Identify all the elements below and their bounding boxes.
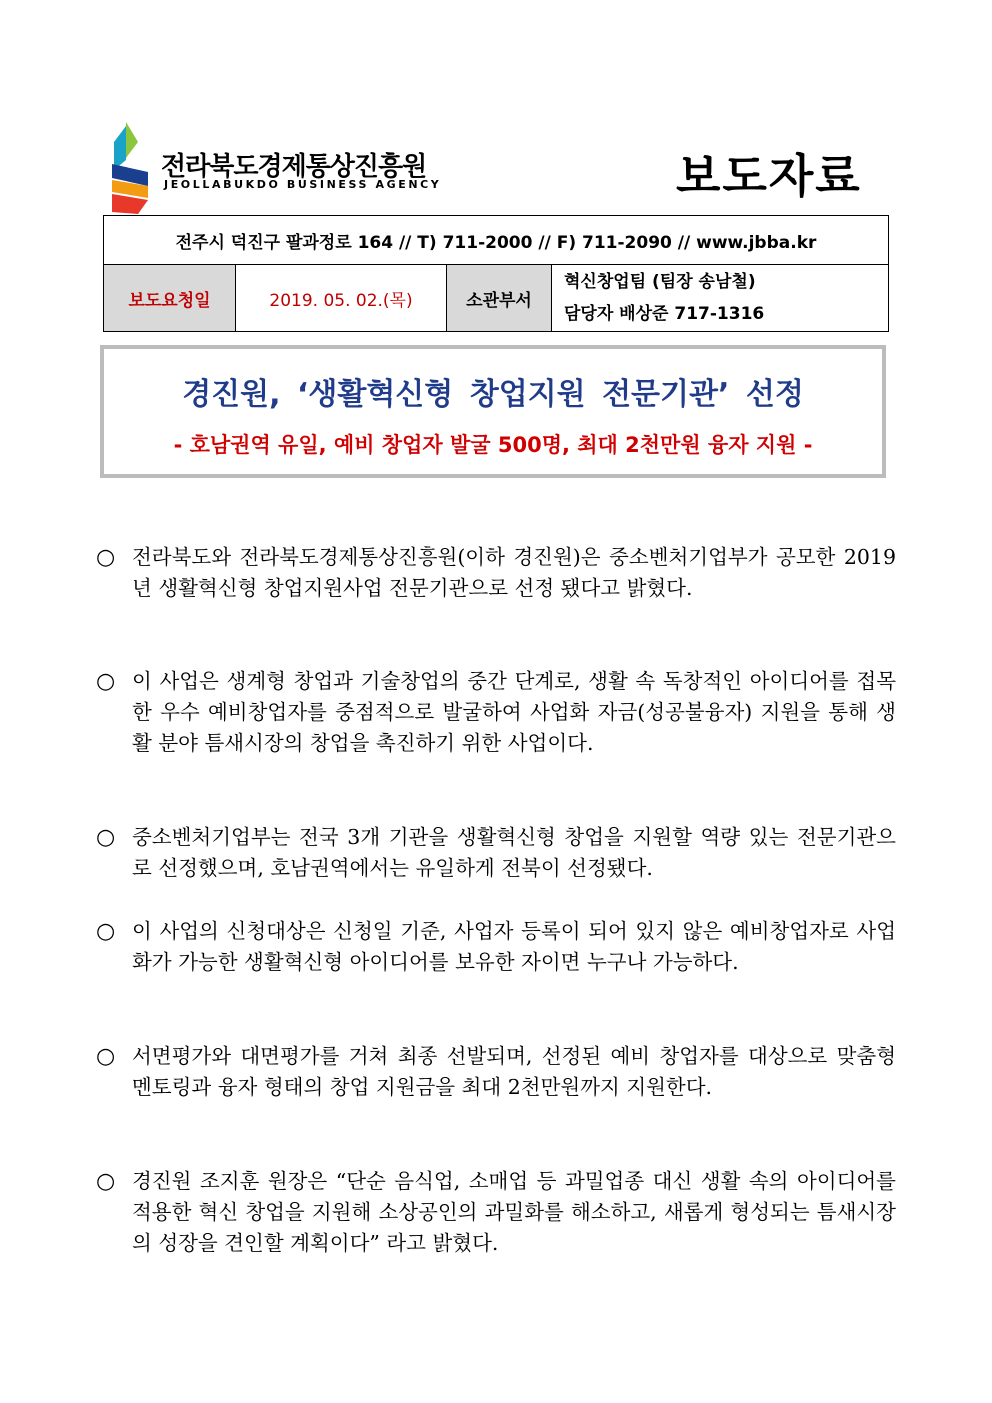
release-date-value: 2019. 05. 02.(목)	[236, 265, 447, 332]
paragraph	[96, 1041, 896, 1103]
paragraph	[96, 822, 896, 884]
paragraph-text: 중소벤처기업부는 전국 3개 기관을 생활혁신형 창업을 지원할 역량 있는 전문기관으로 선정했으며, 호남권역에서는 유일하게 전북이 선정됐다.	[132, 825, 896, 880]
info-table	[103, 215, 889, 332]
contact-line: 전주시 덕진구 팔과정로 164 // T) 711-2000 // F) 711-2090 // www.jbba.kr	[104, 216, 889, 265]
paragraph	[96, 542, 896, 604]
department-contact	[552, 265, 889, 332]
paragraph-text: 이 사업은 생계형 창업과 기술창업의 중간 단계로, 생활 속 독창적인 아이디어를 접목한 우수 예비창업자를 중점적으로 발굴하여 사업화 자금(성공불융자) 지원을 통해 생활 분야 틈새시장의 창업을 촉진하기 위한 사업이다.	[132, 669, 896, 755]
circle-bullet-icon: ○	[96, 669, 116, 694]
paragraph	[96, 666, 896, 759]
department-team: 혁신창업팀 (팀장 송남철)	[564, 272, 756, 292]
paragraph-text: 서면평가와 대면평가를 거쳐 최종 선발되며, 선정된 예비 창업자를 대상으로 맞춤형 멘토링과 융자 형태의 창업 지원금을 최대 2천만원까지 지원한다.	[132, 1044, 896, 1099]
paragraph	[96, 916, 896, 978]
headline-box	[100, 345, 886, 478]
agency-logo	[108, 120, 442, 215]
contact-row	[104, 216, 889, 265]
release-info-row	[104, 265, 889, 332]
paragraph-text: 전라북도와 전라북도경제통상진흥원(이하 경진원)은 중소벤처기업부가 공모한 2019년 생활혁신형 창업지원사업 전문기관으로 선정 됐다고 밝혔다.	[132, 545, 896, 600]
department-person: 담당자 배상준 717-1316	[564, 304, 765, 324]
circle-bullet-icon: ○	[96, 545, 116, 570]
document-type-title: 보도자료	[676, 149, 862, 203]
paragraph-text: 경진원 조지훈 원장은 “단순 음식업, 소매업 등 과밀업종 대신 생활 속의 아이디어를 적용한 혁신 창업을 지원해 소상공인의 과밀화를 해소하고, 새롭게 형성되는 틈새시장의 성장을 견인할 계획이다” 라고 밝혔다.	[132, 1169, 896, 1255]
agency-logo-mark-icon	[108, 120, 156, 215]
headline-subtitle: - 호남권역 유일, 예비 창업자 발굴 500명, 최대 2천만원 융자 지원 -	[173, 433, 813, 457]
release-date-label: 보도요청일	[104, 265, 236, 332]
paragraph-text: 이 사업의 신청대상은 신청일 기준, 사업자 등록이 되어 있지 않은 예비창업자로 사업화가 가능한 생활혁신형 아이디어를 보유한 자이면 누구나 가능하다.	[132, 919, 896, 974]
paragraph	[96, 1166, 896, 1259]
circle-bullet-icon: ○	[96, 919, 116, 944]
org-name-english: JEOLLABUKDO BUSINESS AGENCY	[164, 178, 442, 191]
org-name: 전라북도경제통상진흥원	[161, 152, 427, 182]
headline-title: 경진원, ‘생활혁신형 창업지원 전문기관’ 선정	[182, 377, 804, 412]
circle-bullet-icon: ○	[96, 1044, 116, 1069]
circle-bullet-icon: ○	[96, 825, 116, 850]
circle-bullet-icon: ○	[96, 1169, 116, 1194]
department-label: 소관부서	[447, 265, 552, 332]
